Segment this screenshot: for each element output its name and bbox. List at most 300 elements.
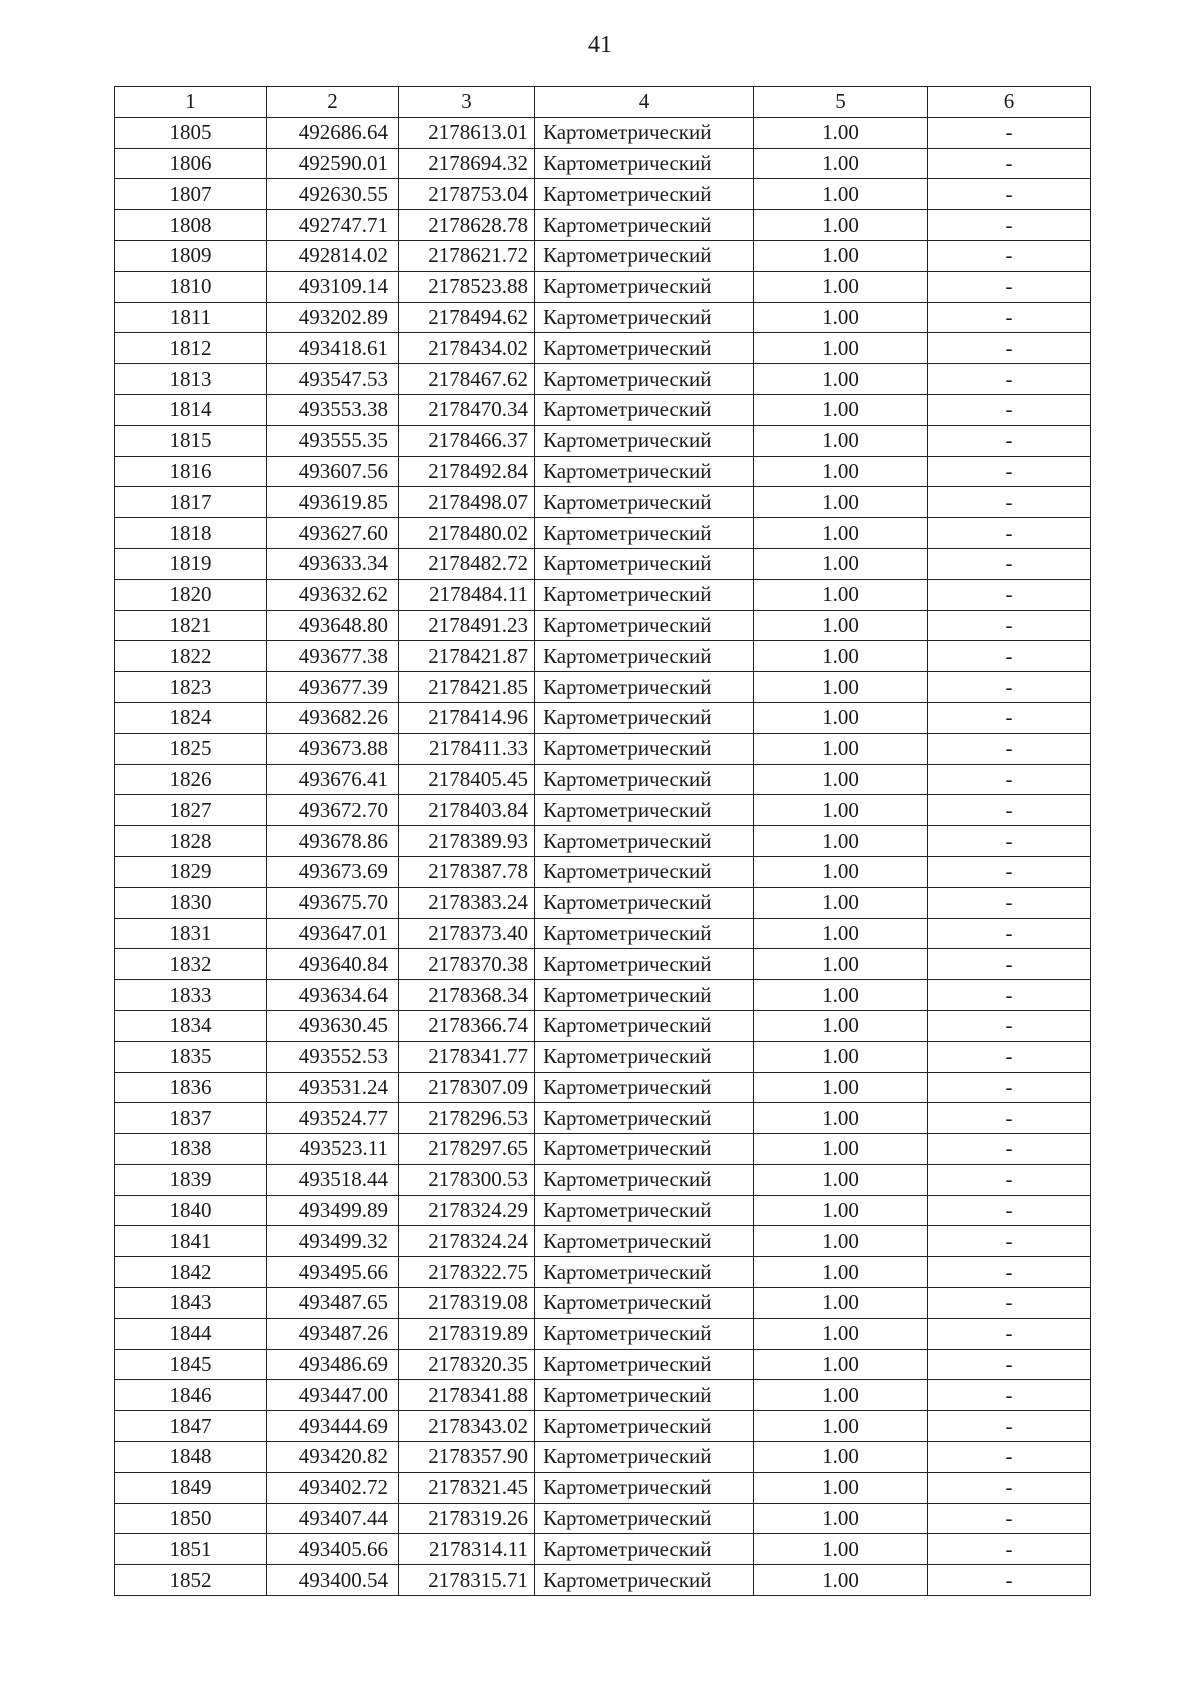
accuracy-cell: 1.00 [754,1195,928,1226]
method-cell: Картометрический [535,1195,754,1226]
method-cell: Картометрический [535,394,754,425]
note-cell: - [928,1072,1091,1103]
note-cell: - [928,641,1091,672]
table-row [115,1472,1091,1503]
note-cell: - [928,980,1091,1011]
point-number-cell: 1818 [115,518,267,549]
table-row [115,364,1091,395]
accuracy-cell: 1.00 [754,795,928,826]
accuracy-cell: 1.00 [754,1565,928,1596]
page-number: 41 [588,32,612,58]
table-row [115,148,1091,179]
method-cell: Картометрический [535,518,754,549]
table-row [115,1288,1091,1319]
y-coordinate-cell: 2178321.45 [399,1472,535,1503]
method-cell: Картометрический [535,1226,754,1257]
note-cell: - [928,148,1091,179]
method-cell: Картометрический [535,456,754,487]
y-coordinate-cell: 2178315.71 [399,1565,535,1596]
point-number-cell: 1814 [115,394,267,425]
note-cell: - [928,610,1091,641]
accuracy-cell: 1.00 [754,518,928,549]
note-cell: - [928,795,1091,826]
y-coordinate-cell: 2178314.11 [399,1534,535,1565]
table-row [115,394,1091,425]
note-cell: - [928,1041,1091,1072]
point-number-cell: 1844 [115,1318,267,1349]
x-coordinate-cell: 492686.64 [267,117,399,148]
accuracy-cell: 1.00 [754,641,928,672]
accuracy-cell: 1.00 [754,394,928,425]
y-coordinate-cell: 2178297.65 [399,1134,535,1165]
y-coordinate-cell: 2178341.77 [399,1041,535,1072]
table-row [115,1565,1091,1596]
method-cell: Картометрический [535,918,754,949]
x-coordinate-cell: 493499.32 [267,1226,399,1257]
note-cell: - [928,949,1091,980]
note-cell: - [928,918,1091,949]
method-cell: Картометрический [535,1534,754,1565]
x-coordinate-cell: 493630.45 [267,1010,399,1041]
x-coordinate-cell: 492814.02 [267,240,399,271]
y-coordinate-cell: 2178368.34 [399,980,535,1011]
method-cell: Картометрический [535,579,754,610]
table-row [115,1195,1091,1226]
method-cell: Картометрический [535,1442,754,1473]
x-coordinate-cell: 493555.35 [267,425,399,456]
table-row [115,672,1091,703]
y-coordinate-cell: 2178484.11 [399,579,535,610]
point-number-cell: 1836 [115,1072,267,1103]
column-header: 6 [928,87,1091,118]
y-coordinate-cell: 2178322.75 [399,1257,535,1288]
method-cell: Картометрический [535,179,754,210]
x-coordinate-cell: 493523.11 [267,1134,399,1165]
table-row [115,795,1091,826]
y-coordinate-cell: 2178389.93 [399,826,535,857]
accuracy-cell: 1.00 [754,179,928,210]
table-row [115,579,1091,610]
note-cell: - [928,240,1091,271]
y-coordinate-cell: 2178498.07 [399,487,535,518]
column-header: 4 [535,87,754,118]
y-coordinate-cell: 2178414.96 [399,702,535,733]
y-coordinate-cell: 2178470.34 [399,394,535,425]
y-coordinate-cell: 2178421.85 [399,672,535,703]
point-number-cell: 1815 [115,425,267,456]
table-row [115,548,1091,579]
accuracy-cell: 1.00 [754,364,928,395]
accuracy-cell: 1.00 [754,1288,928,1319]
table-row [115,887,1091,918]
point-number-cell: 1828 [115,826,267,857]
table-row [115,1134,1091,1165]
y-coordinate-cell: 2178319.89 [399,1318,535,1349]
accuracy-cell: 1.00 [754,1041,928,1072]
x-coordinate-cell: 493675.70 [267,887,399,918]
accuracy-cell: 1.00 [754,148,928,179]
accuracy-cell: 1.00 [754,425,928,456]
accuracy-cell: 1.00 [754,918,928,949]
y-coordinate-cell: 2178492.84 [399,456,535,487]
table-row [115,487,1091,518]
accuracy-cell: 1.00 [754,1442,928,1473]
accuracy-cell: 1.00 [754,733,928,764]
table-header-row [115,87,1091,118]
y-coordinate-cell: 2178320.35 [399,1349,535,1380]
point-number-cell: 1852 [115,1565,267,1596]
note-cell: - [928,179,1091,210]
table-row [115,179,1091,210]
method-cell: Картометрический [535,117,754,148]
point-number-cell: 1835 [115,1041,267,1072]
method-cell: Картометрический [535,733,754,764]
table-row [115,302,1091,333]
y-coordinate-cell: 2178403.84 [399,795,535,826]
point-number-cell: 1820 [115,579,267,610]
accuracy-cell: 1.00 [754,548,928,579]
method-cell: Картометрический [535,795,754,826]
table-row [115,1380,1091,1411]
x-coordinate-cell: 493672.70 [267,795,399,826]
method-cell: Картометрический [535,1288,754,1319]
column-header: 3 [399,87,535,118]
table-row [115,764,1091,795]
note-cell: - [928,1442,1091,1473]
accuracy-cell: 1.00 [754,487,928,518]
table-row [115,1072,1091,1103]
note-cell: - [928,487,1091,518]
note-cell: - [928,672,1091,703]
y-coordinate-cell: 2178319.26 [399,1503,535,1534]
method-cell: Картометрический [535,641,754,672]
x-coordinate-cell: 493420.82 [267,1442,399,1473]
accuracy-cell: 1.00 [754,1534,928,1565]
x-coordinate-cell: 493202.89 [267,302,399,333]
method-cell: Картометрический [535,1472,754,1503]
accuracy-cell: 1.00 [754,1164,928,1195]
accuracy-cell: 1.00 [754,1103,928,1134]
y-coordinate-cell: 2178300.53 [399,1164,535,1195]
accuracy-cell: 1.00 [754,117,928,148]
accuracy-cell: 1.00 [754,1257,928,1288]
method-cell: Картометрический [535,1072,754,1103]
note-cell: - [928,548,1091,579]
accuracy-cell: 1.00 [754,1349,928,1380]
point-number-cell: 1826 [115,764,267,795]
note-cell: - [928,1257,1091,1288]
y-coordinate-cell: 2178296.53 [399,1103,535,1134]
point-number-cell: 1822 [115,641,267,672]
point-number-cell: 1811 [115,302,267,333]
method-cell: Картометрический [535,1349,754,1380]
table-row [115,1226,1091,1257]
note-cell: - [928,1349,1091,1380]
accuracy-cell: 1.00 [754,764,928,795]
table-row [115,117,1091,148]
point-number-cell: 1847 [115,1411,267,1442]
y-coordinate-cell: 2178480.02 [399,518,535,549]
coordinates-table [114,86,1091,1596]
point-number-cell: 1807 [115,179,267,210]
note-cell: - [928,856,1091,887]
table-row [115,518,1091,549]
point-number-cell: 1816 [115,456,267,487]
point-number-cell: 1805 [115,117,267,148]
method-cell: Картометрический [535,1103,754,1134]
x-coordinate-cell: 493678.86 [267,826,399,857]
point-number-cell: 1834 [115,1010,267,1041]
x-coordinate-cell: 493418.61 [267,333,399,364]
y-coordinate-cell: 2178628.78 [399,210,535,241]
y-coordinate-cell: 2178324.24 [399,1226,535,1257]
method-cell: Картометрический [535,856,754,887]
point-number-cell: 1812 [115,333,267,364]
point-number-cell: 1846 [115,1380,267,1411]
x-coordinate-cell: 493444.69 [267,1411,399,1442]
note-cell: - [928,1534,1091,1565]
point-number-cell: 1821 [115,610,267,641]
note-cell: - [928,1503,1091,1534]
note-cell: - [928,1411,1091,1442]
method-cell: Картометрический [535,702,754,733]
table-row [115,980,1091,1011]
point-number-cell: 1813 [115,364,267,395]
accuracy-cell: 1.00 [754,856,928,887]
table-row [115,610,1091,641]
method-cell: Картометрический [535,887,754,918]
method-cell: Картометрический [535,148,754,179]
table-row [115,1041,1091,1072]
accuracy-cell: 1.00 [754,672,928,703]
y-coordinate-cell: 2178411.33 [399,733,535,764]
x-coordinate-cell: 493640.84 [267,949,399,980]
table-row [115,425,1091,456]
y-coordinate-cell: 2178383.24 [399,887,535,918]
x-coordinate-cell: 493553.38 [267,394,399,425]
note-cell: - [928,364,1091,395]
accuracy-cell: 1.00 [754,271,928,302]
point-number-cell: 1842 [115,1257,267,1288]
accuracy-cell: 1.00 [754,456,928,487]
y-coordinate-cell: 2178467.62 [399,364,535,395]
y-coordinate-cell: 2178366.74 [399,1010,535,1041]
accuracy-cell: 1.00 [754,1380,928,1411]
point-number-cell: 1830 [115,887,267,918]
table-row [115,702,1091,733]
table-row [115,1257,1091,1288]
y-coordinate-cell: 2178434.02 [399,333,535,364]
note-cell: - [928,1288,1091,1319]
x-coordinate-cell: 493400.54 [267,1565,399,1596]
accuracy-cell: 1.00 [754,1472,928,1503]
method-cell: Картометрический [535,487,754,518]
x-coordinate-cell: 493487.26 [267,1318,399,1349]
note-cell: - [928,1565,1091,1596]
table-row [115,1349,1091,1380]
note-cell: - [928,210,1091,241]
method-cell: Картометрический [535,1565,754,1596]
point-number-cell: 1817 [115,487,267,518]
x-coordinate-cell: 492747.71 [267,210,399,241]
table-row [115,641,1091,672]
y-coordinate-cell: 2178370.38 [399,949,535,980]
y-coordinate-cell: 2178319.08 [399,1288,535,1319]
y-coordinate-cell: 2178613.01 [399,117,535,148]
note-cell: - [928,1134,1091,1165]
x-coordinate-cell: 493676.41 [267,764,399,795]
x-coordinate-cell: 492630.55 [267,179,399,210]
accuracy-cell: 1.00 [754,1411,928,1442]
y-coordinate-cell: 2178307.09 [399,1072,535,1103]
x-coordinate-cell: 493518.44 [267,1164,399,1195]
x-coordinate-cell: 493499.89 [267,1195,399,1226]
y-coordinate-cell: 2178482.72 [399,548,535,579]
y-coordinate-cell: 2178621.72 [399,240,535,271]
table-row [115,1534,1091,1565]
point-number-cell: 1809 [115,240,267,271]
accuracy-cell: 1.00 [754,1226,928,1257]
accuracy-cell: 1.00 [754,980,928,1011]
table-row [115,1318,1091,1349]
x-coordinate-cell: 493627.60 [267,518,399,549]
table-row [115,271,1091,302]
note-cell: - [928,1472,1091,1503]
column-header: 2 [267,87,399,118]
point-number-cell: 1840 [115,1195,267,1226]
x-coordinate-cell: 493633.34 [267,548,399,579]
y-coordinate-cell: 2178405.45 [399,764,535,795]
table-row [115,1442,1091,1473]
x-coordinate-cell: 493673.69 [267,856,399,887]
y-coordinate-cell: 2178694.32 [399,148,535,179]
point-number-cell: 1843 [115,1288,267,1319]
y-coordinate-cell: 2178324.29 [399,1195,535,1226]
point-number-cell: 1838 [115,1134,267,1165]
y-coordinate-cell: 2178466.37 [399,425,535,456]
accuracy-cell: 1.00 [754,1503,928,1534]
note-cell: - [928,1318,1091,1349]
note-cell: - [928,333,1091,364]
x-coordinate-cell: 493619.85 [267,487,399,518]
x-coordinate-cell: 493402.72 [267,1472,399,1503]
accuracy-cell: 1.00 [754,210,928,241]
table-row [115,210,1091,241]
y-coordinate-cell: 2178343.02 [399,1411,535,1442]
note-cell: - [928,271,1091,302]
note-cell: - [928,1226,1091,1257]
method-cell: Картометрический [535,302,754,333]
method-cell: Картометрический [535,210,754,241]
method-cell: Картометрический [535,1041,754,1072]
accuracy-cell: 1.00 [754,1010,928,1041]
accuracy-cell: 1.00 [754,702,928,733]
point-number-cell: 1825 [115,733,267,764]
method-cell: Картометрический [535,1380,754,1411]
method-cell: Картометрический [535,672,754,703]
x-coordinate-cell: 493487.65 [267,1288,399,1319]
x-coordinate-cell: 493447.00 [267,1380,399,1411]
note-cell: - [928,117,1091,148]
table-row [115,240,1091,271]
point-number-cell: 1810 [115,271,267,302]
table-row [115,1411,1091,1442]
note-cell: - [928,1380,1091,1411]
x-coordinate-cell: 493677.39 [267,672,399,703]
x-coordinate-cell: 493407.44 [267,1503,399,1534]
note-cell: - [928,702,1091,733]
y-coordinate-cell: 2178753.04 [399,179,535,210]
method-cell: Картометрический [535,271,754,302]
y-coordinate-cell: 2178373.40 [399,918,535,949]
point-number-cell: 1837 [115,1103,267,1134]
x-coordinate-cell: 493648.80 [267,610,399,641]
x-coordinate-cell: 493552.53 [267,1041,399,1072]
method-cell: Картометрический [535,764,754,795]
x-coordinate-cell: 493486.69 [267,1349,399,1380]
table-row [115,856,1091,887]
point-number-cell: 1829 [115,856,267,887]
method-cell: Картометрический [535,1411,754,1442]
y-coordinate-cell: 2178357.90 [399,1442,535,1473]
point-number-cell: 1831 [115,918,267,949]
accuracy-cell: 1.00 [754,240,928,271]
y-coordinate-cell: 2178494.62 [399,302,535,333]
table-row [115,1503,1091,1534]
y-coordinate-cell: 2178421.87 [399,641,535,672]
table-row [115,333,1091,364]
method-cell: Картометрический [535,1010,754,1041]
point-number-cell: 1851 [115,1534,267,1565]
point-number-cell: 1819 [115,548,267,579]
point-number-cell: 1833 [115,980,267,1011]
table-row [115,1103,1091,1134]
accuracy-cell: 1.00 [754,302,928,333]
point-number-cell: 1832 [115,949,267,980]
method-cell: Картометрический [535,364,754,395]
x-coordinate-cell: 493682.26 [267,702,399,733]
table-row [115,918,1091,949]
method-cell: Картометрический [535,1318,754,1349]
point-number-cell: 1841 [115,1226,267,1257]
x-coordinate-cell: 493677.38 [267,641,399,672]
accuracy-cell: 1.00 [754,887,928,918]
method-cell: Картометрический [535,1503,754,1534]
table-row [115,949,1091,980]
note-cell: - [928,1103,1091,1134]
accuracy-cell: 1.00 [754,610,928,641]
accuracy-cell: 1.00 [754,333,928,364]
table-row [115,1164,1091,1195]
accuracy-cell: 1.00 [754,1134,928,1165]
note-cell: - [928,1010,1091,1041]
point-number-cell: 1848 [115,1442,267,1473]
note-cell: - [928,425,1091,456]
column-header: 1 [115,87,267,118]
note-cell: - [928,764,1091,795]
y-coordinate-cell: 2178387.78 [399,856,535,887]
note-cell: - [928,733,1091,764]
x-coordinate-cell: 493673.88 [267,733,399,764]
point-number-cell: 1849 [115,1472,267,1503]
accuracy-cell: 1.00 [754,826,928,857]
table-row [115,456,1091,487]
note-cell: - [928,826,1091,857]
x-coordinate-cell: 492590.01 [267,148,399,179]
point-number-cell: 1808 [115,210,267,241]
note-cell: - [928,1164,1091,1195]
x-coordinate-cell: 493607.56 [267,456,399,487]
